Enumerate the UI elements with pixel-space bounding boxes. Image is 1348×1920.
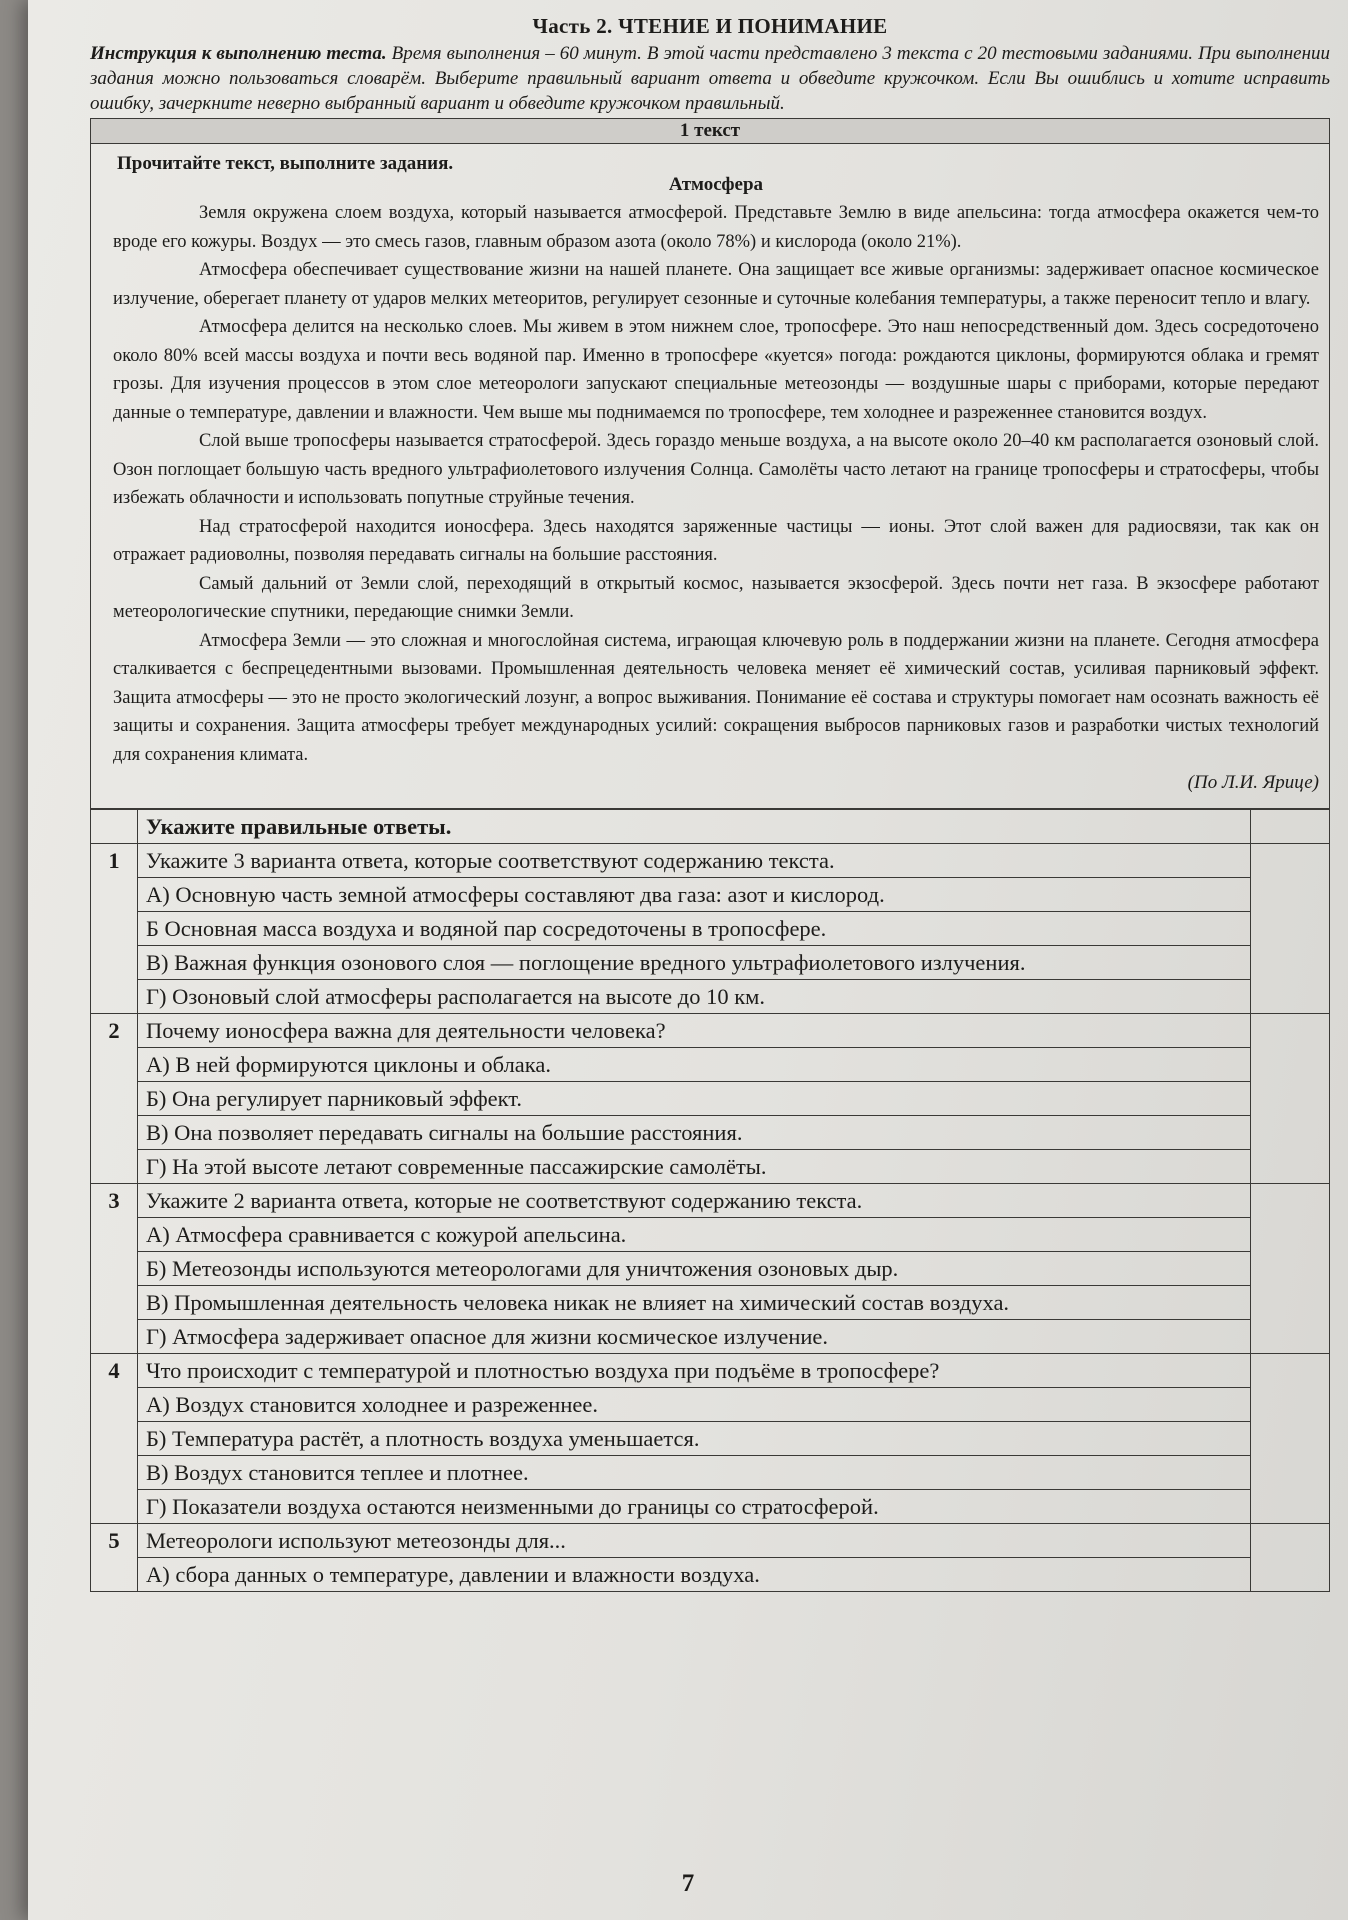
answer-option[interactable]: Б) Температура растёт, а плотность воздуха уменьшается. (138, 1422, 1250, 1456)
text-paragraph: Атмосфера обеспечивает существование жизни на нашей планете. Она защищает все живые организмы: задерживает опасное космическое излучение, оберегает планету от ударов мелких метеоритов, регулирует сезонные и суточные колебания температуры, а также переносит тепло и влагу. (113, 260, 1319, 309)
instruction-body: Время выполнения – 60 минут. В этой части представлено 3 текста с 20 тестовыми заданиями. При выполнении задания можно пользоваться словарём. Выберите правильный вариант ответа и обведите кружочком. Если Вы ошиблись и хотите исправить ошибку, зачеркните неверно выбранный вариант и обведите кружочком правильный. (90, 43, 1331, 114)
question-number: 2 (91, 1013, 138, 1183)
question-row-4 (91, 1353, 1330, 1523)
answer-option[interactable]: В) Воздух становится теплее и плотнее. (138, 1456, 1250, 1490)
text-title: Атмосфера (668, 173, 764, 195)
question-row-2 (91, 1013, 1330, 1183)
question-cell (138, 1353, 1251, 1523)
question-prompt: Что происходит с температурой и плотностью воздуха при подъёме в тропосфере? (138, 1354, 1250, 1388)
answer-option[interactable]: А) сбора данных о температуре, давлении и влажности воздуха. (146, 1561, 760, 1587)
reading-text-box (90, 118, 1330, 809)
text-number-header: 1 текст (91, 119, 1329, 144)
page-content (90, 0, 1330, 1592)
answer-option[interactable]: Г) На этой высоте летают современные пассажирские самолёты. (146, 1153, 767, 1179)
question-prompt: Почему ионосфера важна для деятельности человека? (138, 1014, 1250, 1048)
instruction-paragraph (90, 41, 1330, 116)
text-paragraph: Над стратосферой находится ионосфера. Здесь находятся заряженные частицы — ионы. Этот слой важен для радиосвязи, так как он отражает радиоволны, позволяя передавать сигналы на большие расстояния. (113, 516, 1319, 565)
answer-option[interactable]: В) Важная функция озонового слоя — поглощение вредного ультрафиолетового излучения. (138, 946, 1250, 980)
answer-option[interactable]: Б) Она регулирует парниковый эффект. (138, 1082, 1250, 1116)
answer-option[interactable]: В) Промышленная деятельность человека никак не влияет на химический состав воздуха. (138, 1286, 1250, 1320)
questions-table (90, 809, 1330, 1592)
questions-header-row (91, 809, 1330, 843)
question-prompt: Метеорологи используют метеозонды для... (138, 1524, 1250, 1558)
text-paragraph: Атмосфера Земли — это сложная и многослойная система, играющая ключевую роль в поддержании жизни на планете. Сегодня атмосфера сталкивается с беспрецедентными вызовами. Промышленная деятельность человека меняет её химический состав, усиливая парниковый эффект. Защита атмосферы — это не просто экологический лозунг, а вопрос выживания. Понимание её состава и структуры помогает нам осознать важность её защиты и сохранения. Защита атмосферы требует международных усилий: сокращения выбросов парниковых газов и разработки чистых технологий для сохранения климата. (113, 630, 1319, 765)
question-number: 1 (91, 843, 138, 1013)
question-row-5 (91, 1523, 1330, 1591)
page-number: 7 (681, 1870, 695, 1897)
answer-cell (1251, 843, 1330, 1013)
question-number: 5 (91, 1523, 138, 1591)
question-cell (138, 1183, 1251, 1353)
text-paragraph: Слой выше тропосферы называется стратосферой. Здесь гораздо меньше воздуха, а на высоте около 20–40 км располагается озоновый слой. Озон поглощает большую часть вредного ультрафиолетового излучения Солнца. Самолёты часто летают на границе тропосферы и стратосферы, чтобы избежать облачности и использовать попутные струйные течения. (113, 431, 1319, 508)
question-row-3 (91, 1183, 1330, 1353)
text-source: (По Л.И. Ярице) (1187, 772, 1319, 793)
reading-section (91, 144, 1329, 808)
answer-option[interactable]: Г) Атмосфера задерживает опасное для жизни космическое излучение. (146, 1323, 829, 1349)
answer-option[interactable]: Б) Метеозонды используются метеорологами для уничтожения озоновых дыр. (138, 1252, 1250, 1286)
answer-option[interactable]: А) Атмосфера сравнивается с кожурой апельсина. (138, 1218, 1250, 1252)
header-text-cell (138, 809, 1251, 843)
questions-header: Укажите правильные ответы. (146, 813, 452, 839)
text-paragraph: Атмосфера делится на несколько слоев. Мы живем в этом нижнем слое, тропосфере. Это наш непосредственный дом. Здесь сосредоточено около 80% всей массы воздуха и почти весь водяной пар. Именно в тропосфере «куется» погода: рождаются циклоны, формируются облака и гремят грозы. Для изучения процессов в этом слое метеорологи запускают специальные метеозонды — воздушные шары с приборами, которые передают данные о температуре, давлении и влажности. Чем выше мы поднимаемся по тропосфере, тем холоднее и разреженнее становится воздух. (113, 317, 1319, 423)
answer-cell (1251, 1353, 1330, 1523)
question-number: 4 (91, 1353, 138, 1523)
text-paragraph: Земля окружена слоем воздуха, который называется атмосферой. Представьте Землю в виде апельсина: тогда атмосфера окажется чем-то вроде его кожуры. Воздух — это смесь газов, главным образом азота (около 78%) и кислорода (около 21%). (113, 203, 1319, 252)
task-instruction: Прочитайте текст, выполните задания. (117, 153, 454, 174)
instruction-lead: Инструкция к выполнению теста. (90, 43, 387, 64)
part-title: Часть 2. ЧТЕНИЕ И ПОНИМАНИЕ (532, 14, 888, 38)
paper-sheet (28, 0, 1348, 1920)
answer-cell (1251, 809, 1330, 843)
text-paragraph: Самый дальний от Земли слой, переходящий в открытый космос, называется экзосферой. Здесь почти нет газа. В экзосфере работают метеорологические спутники, передающие снимки Земли. (113, 573, 1319, 622)
answer-cell (1251, 1013, 1330, 1183)
answer-option[interactable]: Б Основная масса воздуха и водяной пар сосредоточены в тропосфере. (138, 912, 1250, 946)
question-cell (138, 843, 1251, 1013)
question-prompt: Укажите 2 варианта ответа, которые не соответствуют содержанию текста. (138, 1184, 1250, 1218)
answer-option[interactable]: Г) Озоновый слой атмосферы располагается на высоте до 10 км. (146, 983, 766, 1009)
question-cell (138, 1523, 1251, 1591)
answer-cell (1251, 1183, 1330, 1353)
question-prompt: Укажите 3 варианта ответа, которые соответствуют содержанию текста. (138, 844, 1250, 878)
answer-option[interactable]: А) В ней формируются циклоны и облака. (138, 1048, 1250, 1082)
question-number: 3 (91, 1183, 138, 1353)
header-num-cell (91, 809, 138, 843)
answer-option[interactable]: В) Она позволяет передавать сигналы на большие расстояния. (138, 1116, 1250, 1150)
answer-option[interactable]: А) Воздух становится холоднее и разреженнее. (138, 1388, 1250, 1422)
question-cell (138, 1013, 1251, 1183)
answer-option[interactable]: А) Основную часть земной атмосферы составляют два газа: азот и кислород. (138, 878, 1250, 912)
question-row-1 (91, 843, 1330, 1013)
answer-option[interactable]: Г) Показатели воздуха остаются неизменными до границы со стратосферой. (146, 1493, 879, 1519)
answer-cell (1251, 1523, 1330, 1591)
